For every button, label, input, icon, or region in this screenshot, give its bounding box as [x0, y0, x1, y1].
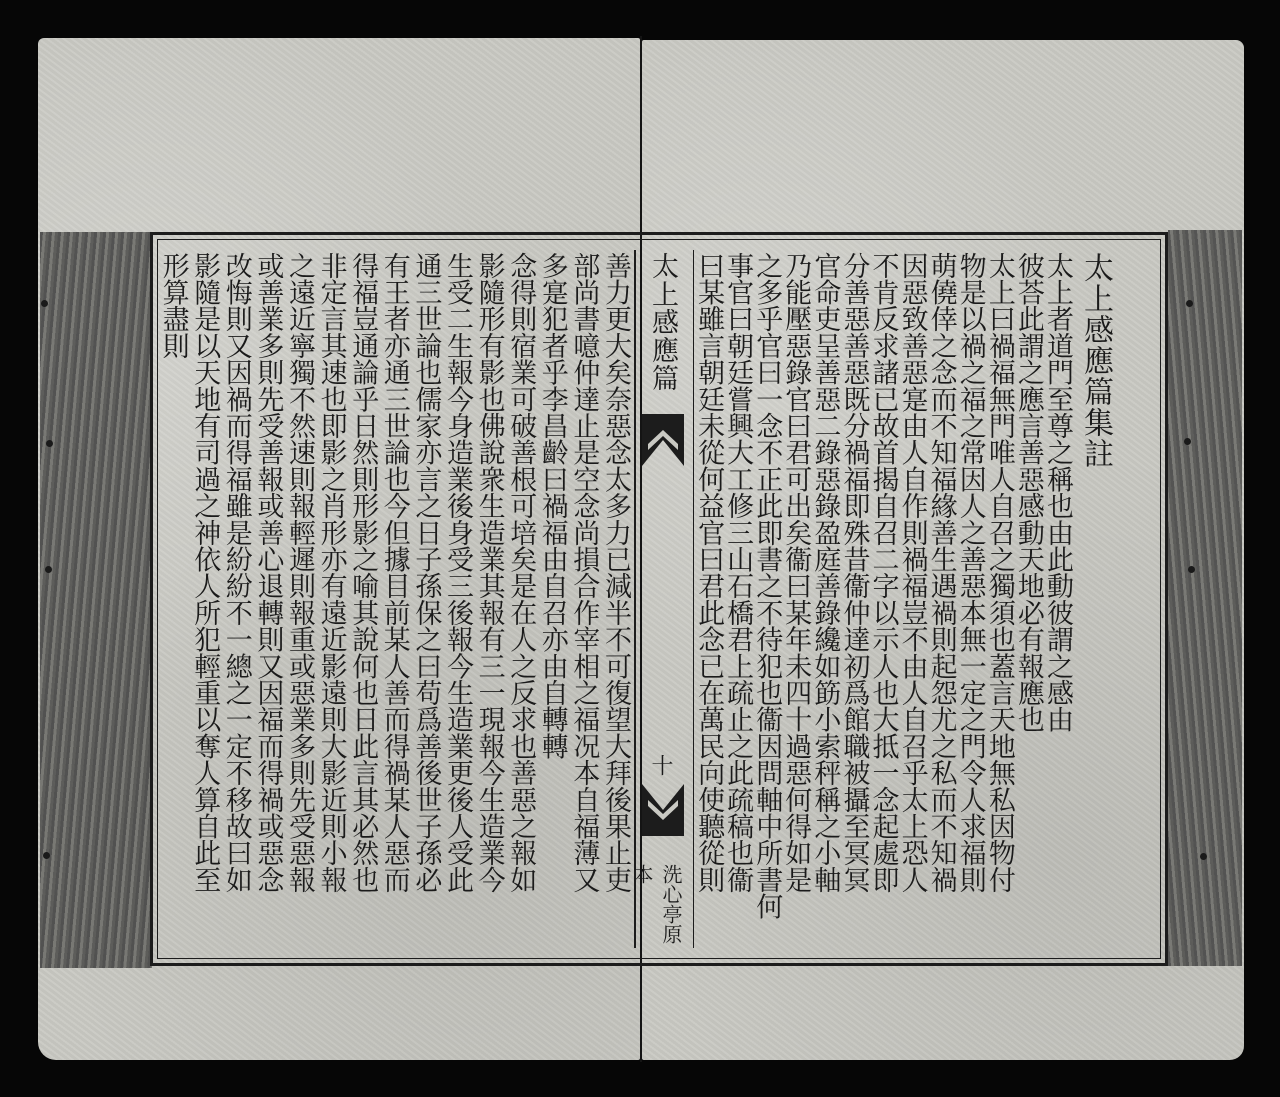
binding-hole — [41, 300, 48, 307]
text-column: 通三世論也儒家亦言之日子孫保之曰苟爲善後世子孫必 — [410, 252, 442, 893]
text-column: 部尚書噫仲達止是空念尚損合作宰相之福况本自福薄又 — [568, 252, 600, 893]
text-column: 念得則宿業可破善根可培矣是在人之反求也善惡之報如 — [505, 252, 537, 893]
text-column: 太上曰禍福無門唯人自召之獨須也蓋言天地無私因物付 — [983, 252, 1015, 893]
text-column: 得福豈通論乎日然則形影之喻其說何也日此言其必然也 — [347, 252, 379, 893]
text-column: 之多乎官曰一念不正此即書之不待犯也衞因問軸中所書何 — [751, 252, 783, 920]
text-column: 或善業多則先受善報或善心退轉則又因福而得禍或惡念 — [252, 252, 284, 893]
side-note: 洗心亭原本 — [630, 864, 683, 944]
leaf-number: 十 — [648, 754, 673, 776]
text-column: 官命吏呈善惡二錄惡錄盈庭善錄纔如筯小索秤稱之小軸 — [809, 252, 841, 893]
text-column: 因惡致善惡寔由人自作則禍福豈不由人自召乎太上恐人 — [896, 252, 928, 893]
binding-hole — [45, 566, 52, 573]
binding-hole — [43, 852, 50, 859]
text-column: 物是以禍之福之常因人之善惡本無一定之門令人求福則 — [954, 252, 986, 893]
text-column: 形算盡則 — [157, 252, 189, 359]
text-column: 彼荅此謂之應言善惡感動天地必有報應也 — [1012, 252, 1044, 733]
binding-hole — [1200, 853, 1207, 860]
printed-frame — [150, 232, 1168, 966]
text-column: 不肯反求諸已故首揭自召二字以示人也大抵一念起處即 — [867, 252, 899, 893]
binding-hole — [1188, 566, 1195, 573]
center-band — [630, 244, 694, 954]
text-column: 影隨是以天地有司過之神依人所犯輕重以奪人算自此至 — [189, 252, 221, 893]
book-title: 太上感應篇集註 — [1078, 252, 1113, 469]
lower-fishtail-icon — [642, 784, 684, 836]
text-column: 乃能壓惡錄官曰君可出矣衞曰某年未四十過惡何得如是 — [780, 252, 812, 893]
binding-hole — [1186, 300, 1193, 307]
text-column: 分善惡善惡既分禍福即殊昔衞仲達初爲館職被攝至冥冥 — [838, 252, 870, 893]
binding-hole — [1184, 438, 1191, 445]
text-column: 改悔則又因禍而得福雖是紛紛不一總之一定不移故曰如 — [220, 252, 252, 893]
left-margin-smudge — [40, 232, 152, 968]
text-column: 有王者亦通三世論也今但據目前某人善而得禍某人惡而 — [378, 252, 410, 893]
text-column: 曰某雖言朝廷未從何益官曰君此念已在萬民向使聽從則 — [693, 252, 725, 893]
text-column: 萌僥倖之念而不知福緣善生遇禍則起怨尤之私而不知禍 — [925, 252, 957, 893]
band-title: 太上感應篇 — [647, 252, 678, 392]
text-column: 影隨形有影也佛說衆生造業其報有三一現報今生造業今 — [473, 252, 505, 893]
text-column: 善力更大矣奈惡念太多力已減半不可復望大拜後果止吏 — [599, 252, 631, 893]
binding-hole — [46, 440, 53, 447]
text-column: 事官曰朝廷嘗興大工修三山石橋君上疏止之此疏稿也衞 — [722, 252, 754, 893]
inner-frame — [157, 239, 1161, 959]
text-column: 太上者道門至尊之稱也由此動彼謂之感由 — [1041, 252, 1073, 733]
text-column: 之遠近寧獨不然速則報輕遲則報重或惡業多則先受惡報 — [283, 252, 315, 893]
text-column: 多寔犯者乎李昌齡曰禍福由自召亦由自轉轉 — [536, 252, 568, 760]
band-rule — [634, 250, 636, 948]
upper-fishtail-icon — [642, 414, 684, 466]
text-column: 非定言其速也即影之肖形亦有遠近影遠則大影近則小報 — [315, 252, 347, 893]
text-column: 生受二生報今身造業後身受三後報今生造業更後人受此 — [441, 252, 473, 893]
